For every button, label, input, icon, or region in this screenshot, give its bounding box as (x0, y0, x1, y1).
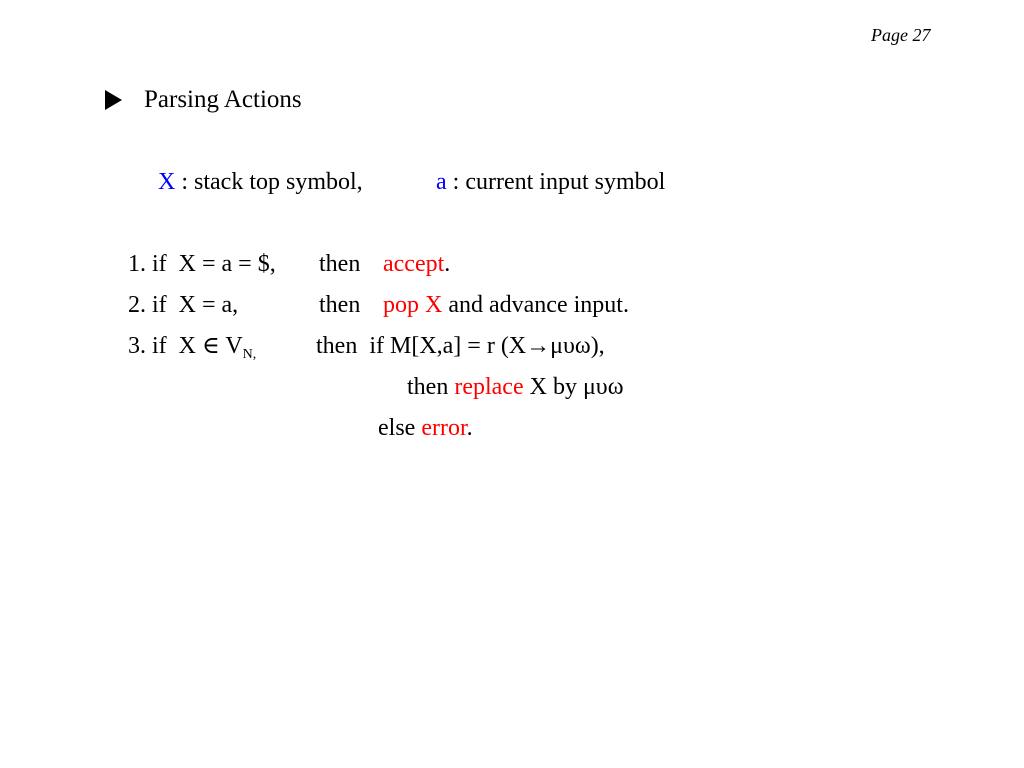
triangle-bullet-icon (105, 90, 122, 110)
rule-3-condition (128, 332, 256, 360)
rule-3-then: then if M[X,a] = r (X→μυω), (316, 333, 605, 359)
a-description: : current input symbol (446, 169, 666, 195)
rule-3-then-line (407, 373, 624, 401)
rule-3-condition-prefix: 3. if X ∈ V (128, 333, 243, 359)
rule-1-action: accept (383, 251, 445, 277)
rule-3-error-suffix: . (466, 415, 473, 441)
rule-1-condition: 1. if X = a = $, (128, 251, 276, 277)
rule-2-action: pop X (383, 292, 443, 318)
rule-2-suffix: and advance input. (442, 292, 629, 318)
x-description: : stack top symbol, (175, 169, 363, 195)
rule-2-action-line (383, 291, 629, 319)
legend-line-a (436, 168, 665, 196)
rule-3-error-action: error (421, 415, 467, 441)
section-title: Parsing Actions (144, 86, 302, 113)
page-number: Page 27 (871, 25, 931, 45)
rule-3-replace-action: replace (454, 374, 524, 400)
rule-3-else-line (378, 414, 473, 442)
rule-1-suffix: . (444, 251, 451, 277)
legend-line (158, 168, 363, 196)
x-symbol: X (158, 169, 176, 195)
a-symbol: a (436, 169, 447, 195)
rule-3-else: else (378, 415, 422, 441)
rule-3-condition-subscript: N, (242, 347, 257, 362)
rule-1-then: then (319, 251, 361, 277)
rule-2-then: then (319, 292, 361, 318)
rule-3-then2: then (407, 374, 455, 400)
rule-2-condition: 2. if X = a, (128, 292, 239, 318)
rule-1-action-line (383, 250, 450, 278)
rule-3-replace-suffix: X by μυω (523, 374, 624, 400)
